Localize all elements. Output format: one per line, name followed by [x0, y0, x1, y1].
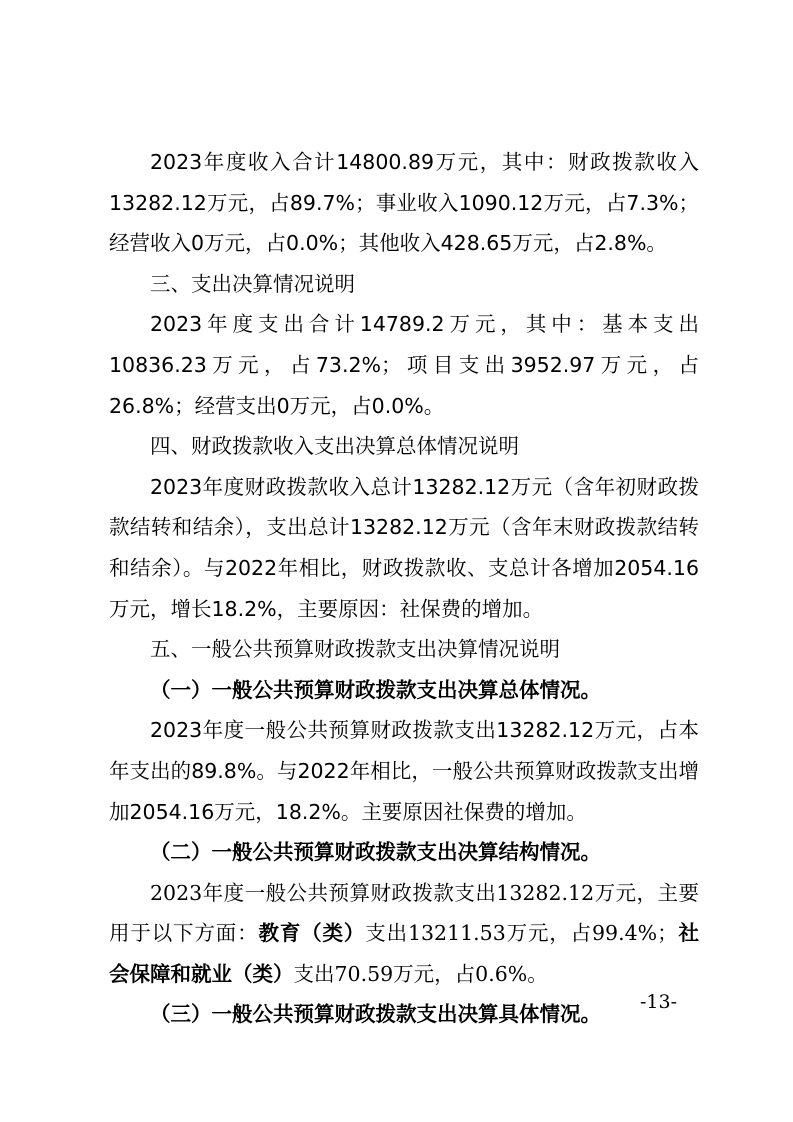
overall-paragraph: 2023年度一般公共预算财政拨款支出13282.12万元，占本年支出的89.8%。与2022年相比，一般公共预算财政拨款支出增加2054.16万元，18.2%。主要原因社保费的增加。	[109, 718, 699, 824]
social-security-category-label: 社会保障和就业（类）	[109, 921, 699, 986]
section-heading-expense: 三、支出决算情况说明	[150, 271, 355, 296]
subheading-structure: （二）一般公共预算财政拨款支出决算结构情况。	[150, 840, 601, 865]
section-heading-general-budget: 五、一般公共预算财政拨款支出决算情况说明	[150, 637, 560, 662]
section-heading-fiscal-total: 四、财政拨款收入支出决算总体情况说明	[150, 434, 519, 459]
structure-text-education: 支出13211.53万元，占99.4%；	[365, 921, 678, 946]
page-number: -13-	[640, 991, 678, 1013]
document-body	[109, 142, 699, 1035]
income-paragraph: 2023年度收入合计14800.89万元，其中：财政拨款收入13282.12万元，占89.7%；事业收入1090.12万元，占7.3%；经营收入0万元，占0.0%；其他收入428.65万元，占2.8%。	[109, 150, 699, 256]
education-category-label: 教育（类）	[258, 921, 366, 946]
subheading-details: （三）一般公共预算财政拨款支出决算具体情况。	[150, 1002, 601, 1027]
structure-text-social: 支出70.59万元，占0.6%。	[293, 961, 548, 986]
structure-paragraph	[109, 873, 699, 995]
fiscal-total-paragraph: 2023年度财政拨款收入总计13282.12万元（含年初财政拨款结转和结余），支出总计13282.12万元（含年末财政拨款结转和结余）。与2022年相比，财政拨款收、支总计各增加2054.16万元，增长18.2%，主要原因：社保费的增加。	[109, 474, 699, 621]
subheading-overall: （一）一般公共预算财政拨款支出决算总体情况。	[150, 677, 601, 702]
structure-text-intro: 2023年度一般公共预算财政拨款支出13282.12万元，主要用于以下方面：	[109, 880, 699, 946]
expense-paragraph: 2023年度支出合计14789.2万元，其中：基本支出10836.23万元，占73.2%；项目支出3952.97万元，占26.8%；经营支出0万元，占0.0%。	[109, 312, 699, 418]
